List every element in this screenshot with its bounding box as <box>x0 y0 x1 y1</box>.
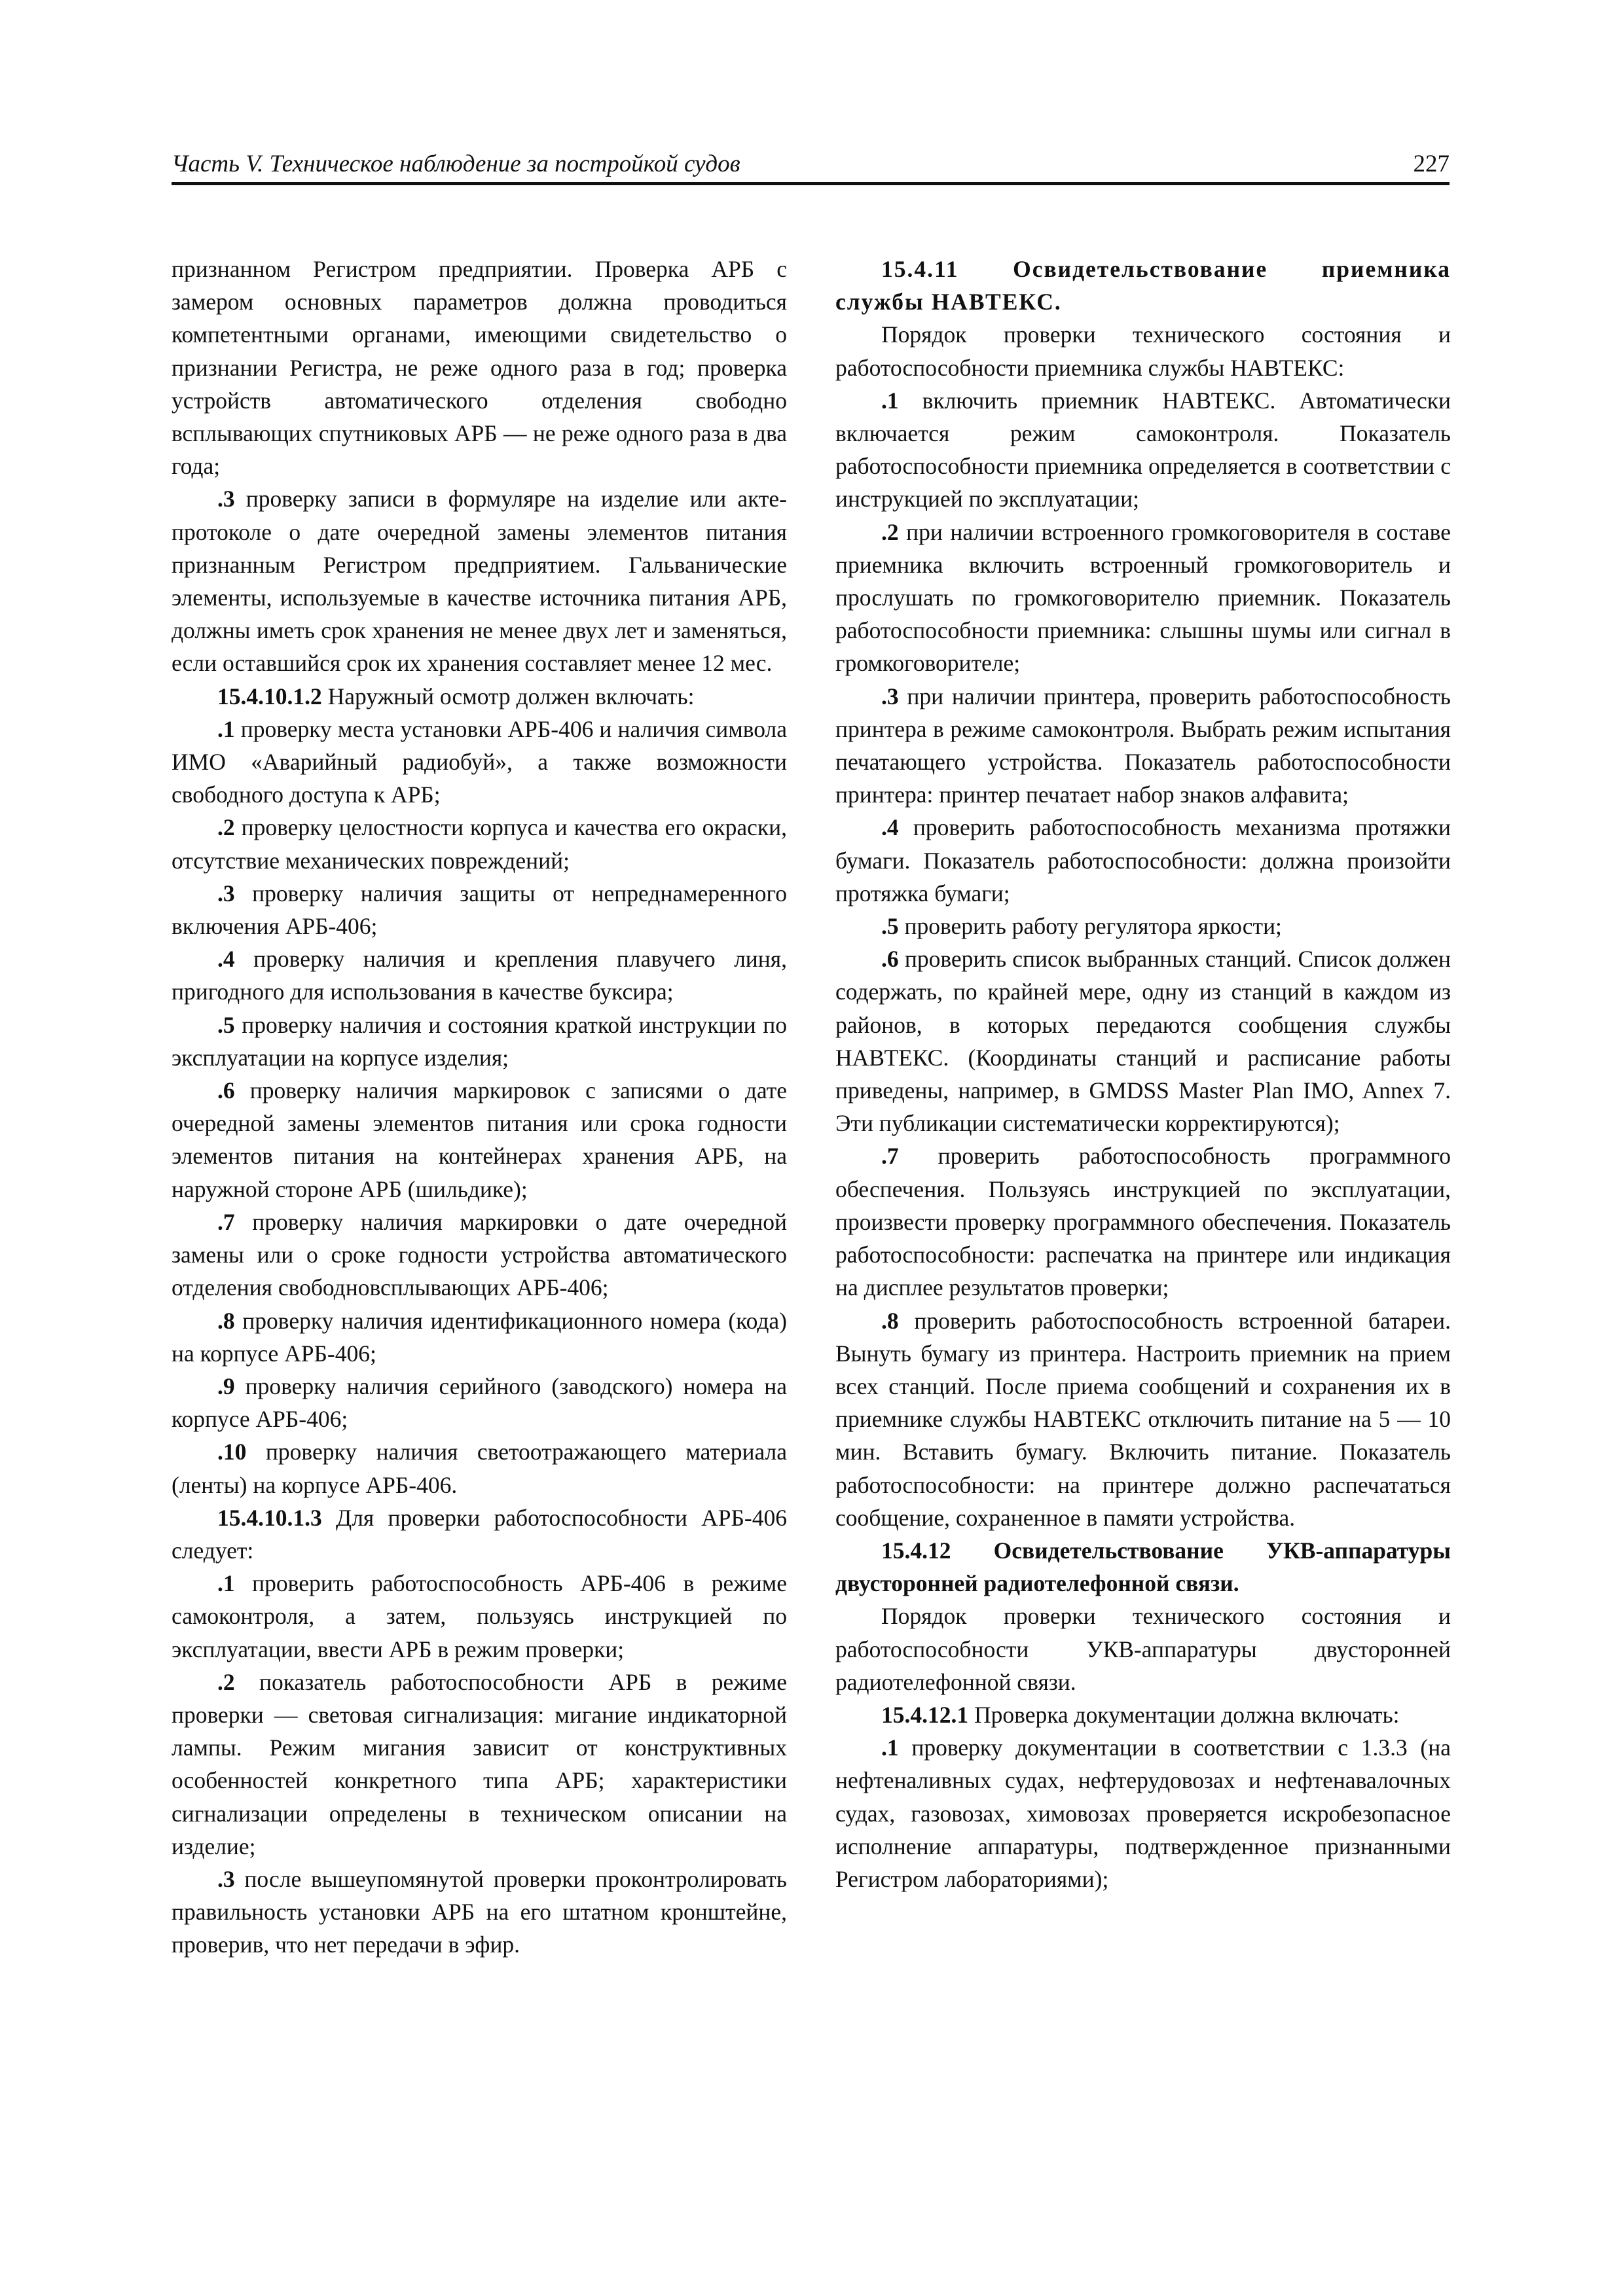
paragraph: .3 проверку записи в формуляре на изделие или акте-протоколе о дате очередной замены элементов питания признанным Регистром предприятием. Гальванические элементы, используемые в качестве источника питания АРБ, должны иметь срок хранения не менее двух лет и заменяться, если оставшийся срок их хранения составляет менее 12 мес. <box>172 486 787 677</box>
clause-heading: 15.4.10.1.3 Для проверки работоспособности АРБ-406 следует: <box>172 1504 787 1564</box>
list-item: .6 проверку наличия маркировок с записями о дате очередной замены элементов питания или срока годности элементов питания на контейнерах хранения АРБ, на наружной стороне АРБ (шильдике); <box>172 1077 787 1202</box>
running-title: Часть V. Техническое наблюдение за постройкой судов <box>172 151 740 177</box>
list-item: .7 проверку наличия маркировки о дате очередной замены или о сроке годности устройства автоматического отделения свободновсплывающих АРБ-406; <box>172 1208 787 1301</box>
list-item: .2 при наличии встроенного громкоговорителя в составе приемника включить встроенный громкоговоритель и прослушать по громкоговорителю приемник. Показатель работоспособности приемника: слышны шумы или сигнал в громкоговорителе; <box>835 518 1451 677</box>
right-column <box>835 253 1451 1895</box>
paragraph: признанном Регистром предприятии. Проверка АРБ с замером основных параметров должна проводиться компетентными органами, имеющими свидетельство о признании Регистра, не реже одного раза в год; проверка устройств автоматического отделения свободно всплывающих спутниковых АРБ — не реже одного раза в два года; <box>172 256 787 480</box>
left-column <box>172 253 787 1962</box>
clause-heading: 15.4.12.1 Проверка документации должна включать: <box>881 1701 1400 1728</box>
list-item: .4 проверить работоспособность механизма протяжки бумаги. Показатель работоспособности: должна произойти протяжка бумаги; <box>835 814 1451 906</box>
clause-heading: 15.4.10.1.2 Наружный осмотр должен включать: <box>217 683 695 709</box>
list-item: .3 после вышеупомянутой проверки проконтролировать правильность установки АРБ на его штатном кронштейне, проверив, что нет передачи в эфир. <box>172 1865 787 1958</box>
list-item: .1 проверку места установки АРБ-406 и наличия символа ИМО «Аварийный радиобуй», а также возможности свободного доступа к АРБ; <box>172 715 787 808</box>
list-item: .8 проверить работоспособность встроенной батареи. Вынуть бумагу из принтера. Настроить приемник на прием всех станций. После приема сообщений и сохранения их в приемнике службы НАВТЕКС отключить питание на 5 — 10 мин. Вставить бумагу. Включить питание. Показатель работоспособности: на принтере должно распечататься сообщение, сохраненное в памяти устройства. <box>835 1307 1451 1531</box>
list-item: .1 проверить работоспособность АРБ-406 в режиме самоконтроля, а затем, пользуясь инструкцией по эксплуатации, ввести АРБ в режим проверки; <box>172 1570 787 1662</box>
paragraph: Порядок проверки технического состояния и работоспособности УКВ-аппаратуры двусторонней радиотелефонной связи. <box>835 1603 1451 1695</box>
list-item: .1 проверку документации в соответствии с 1.3.3 (на нефтеналивных судах, нефтерудовозах и нефтенавалочных судах, газовозах, химовозах проверяется искробезопасное исполнение аппаратуры, подтвержденное признанными Регистром лабораториями); <box>835 1734 1451 1892</box>
list-item: .10 проверку наличия светоотражающего материала (ленты) на корпусе АРБ-406. <box>172 1439 787 1498</box>
list-item: .2 проверку целостности корпуса и качества его окраски, отсутствие механических повреждений; <box>172 814 787 874</box>
list-item: .3 при наличии принтера, проверить работоспособность принтера в режиме самоконтроля. Выбрать режим испытания печатающего устройства. Показатель работоспособности принтера: принтер печатает набор знаков алфавита; <box>835 683 1451 808</box>
section-heading: 15.4.11 Освидетельствование приемника службы НАВТЕКС. <box>835 256 1451 315</box>
list-item: .5 проверку наличия и состояния краткой инструкции по эксплуатации на корпусе изделия; <box>172 1011 787 1071</box>
list-item: .5 проверить работу регулятора яркости; <box>881 913 1282 940</box>
page-number: 227 <box>1413 151 1450 177</box>
paragraph: Порядок проверки технического состояния и работоспособности приемника службы НАВТЕКС: <box>835 321 1451 381</box>
list-item: .4 проверку наличия и крепления плавучего линя, пригодного для использования в качестве буксира; <box>172 946 787 1005</box>
list-item: .8 проверку наличия идентификационного номера (кода) на корпусе АРБ-406; <box>172 1307 787 1367</box>
list-item: .3 проверку наличия защиты от непреднамеренного включения АРБ-406; <box>172 880 787 940</box>
list-item: .1 включить приемник НАВТЕКС. Автоматически включается режим самоконтроля. Показатель работоспособности приемника определяется в соответствии с инструкцией по эксплуатации; <box>835 387 1451 512</box>
list-item: .6 проверить список выбранных станций. Список должен содержать, по крайней мере, одну из станций в каждом из районов, в которых передаются сообщения службы НАВТЕКС. (Координаты станций и расписание работы приведены, например, в GMDSS Master Plan IMO, Annex 7. Эти публикации систематически корректируются); <box>835 946 1451 1137</box>
list-item: .9 проверку наличия серийного (заводского) номера на корпусе АРБ-406; <box>172 1372 787 1433</box>
list-item: .7 проверить работоспособность программного обеспечения. Пользуясь инструкцией по эксплуатации, произвести проверку программного обеспечения. Показатель работоспособности: распечатка на принтере или индикация на дисплее результатов проверки; <box>835 1143 1451 1301</box>
section-heading: 15.4.12 Освидетельствование УКВ-аппаратуры двусторонней радиотелефонной связи. <box>835 1537 1451 1597</box>
running-header <box>172 143 1450 185</box>
list-item: .2 показатель работоспособности АРБ в режиме проверки — световая сигнализация: мигание индикаторной лампы. Режим мигания зависит от конструктивных особенностей конкретного типа АРБ; характеристики сигнализации определены в техническом описании на изделие; <box>172 1668 787 1859</box>
